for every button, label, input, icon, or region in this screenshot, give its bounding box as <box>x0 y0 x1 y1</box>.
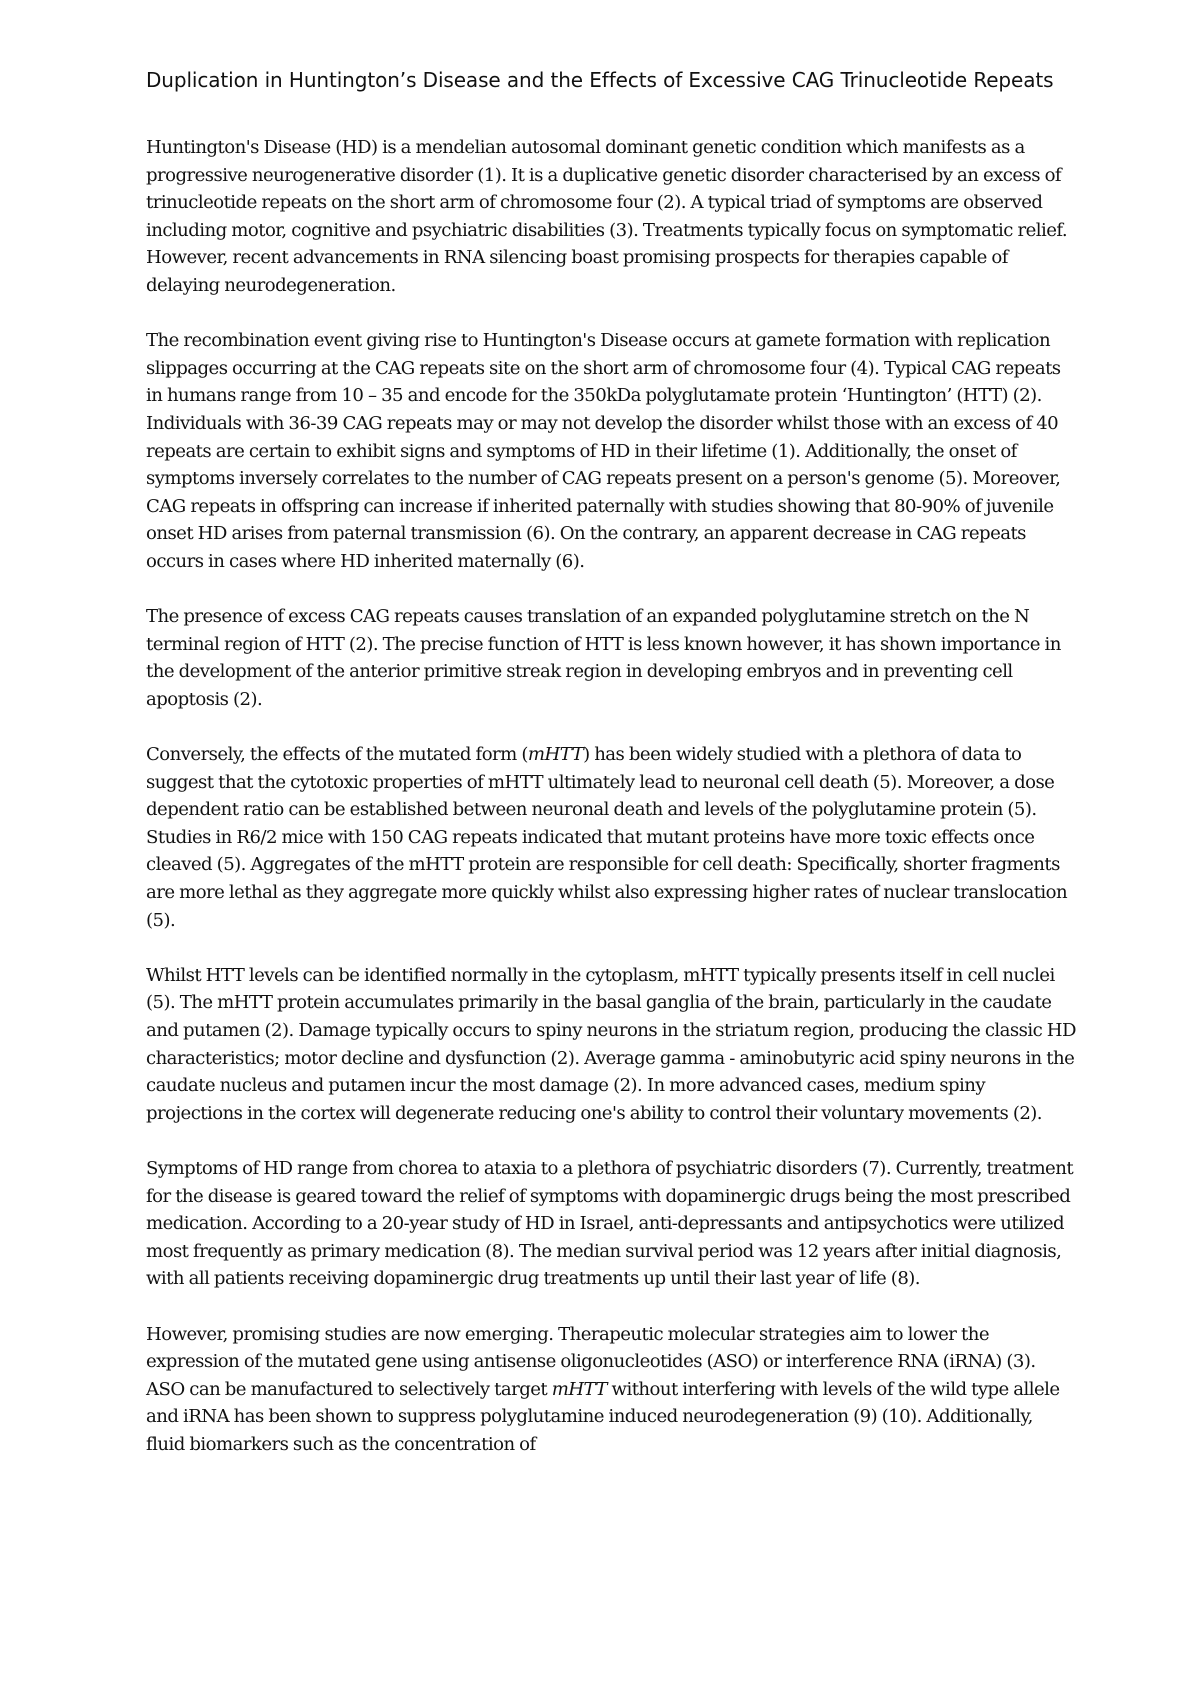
paragraph-text: The presence of excess CAG repeats causes translation of an expanded polyglutamine stretch on the N terminal region of HTT (2). The precise function of HTT is less known however, it has shown importance in the development of the anterior primitive streak region in developing embryos and in preventing cell apoptosis (2). <box>146 606 1061 710</box>
paragraph-text: Conversely, the effects of the mutated form ( <box>146 744 528 766</box>
body-paragraph <box>146 327 1076 575</box>
paragraph-text: However, promising studies are now emerging. Therapeutic molecular strategies aim to lower the expression of the mutated gene using antisense oligonucleotides (ASO) or interference RNA (iRNA) (3). ASO can be manufactured to selectively target <box>146 1323 1036 1400</box>
paragraph-text: Symptoms of HD range from chorea to ataxia to a plethora of psychiatric disorders (7). Currently, treatment for the disease is geared toward the relief of symptoms with dopaminergic drugs being the most prescribed medication. According to a 20-year study of HD in Israel, anti-depressants and antipsychotics were utilized most frequently as primary medication (8). The median survival period was 12 years after initial diagnosis, with all patients receiving dopaminergic drug treatments up until their last year of life (8). <box>146 1157 1074 1290</box>
body-paragraph <box>146 1155 1076 1293</box>
body-paragraph <box>146 1321 1076 1459</box>
italic-term: mHTT <box>527 744 584 766</box>
document-title: Duplication in Huntington’s Disease and the Effects of Excessive CAG Trinucleotide Repeats <box>146 68 1054 92</box>
italic-term: mHTT <box>551 1378 607 1400</box>
paragraph-text: Huntington's Disease (HD) is a mendelian autosomal dominant genetic condition which manifests as a progressive neurogenerative disorder (1). It is a duplicative genetic disorder characterised by an excess of trinucleotide repeats on the short arm of chromosome four (2). A typical triad of symptoms are observed including motor, cognitive and psychiatric disabilities (3). Treatments typically focus on symptomatic relief. However, recent advancements in RNA silencing boast promising prospects for therapies capable of delaying neurodegeneration. <box>146 137 1068 296</box>
body-paragraph <box>146 134 1076 300</box>
body-paragraph <box>146 962 1076 1128</box>
paragraph-text: The recombination event giving rise to Huntington's Disease occurs at gamete formation with replication slippages occurring at the CAG repeats site on the short arm of chromosome four (4). Typical CAG repeats in humans range from 10 – 35 and encode for the 350kDa polyglutamate protein ‘Huntington’ (HTT) (2). Individuals with 36-39 CAG repeats may or may not develop the disorder whilst those with an excess of 40 repeats are certain to exhibit signs and symptoms of HD in their lifetime (1). Additionally, the onset of symptoms inversely correlates to the number of CAG repeats present on a person's genome (5). Moreover, CAG repeats in offspring can increase if inherited paternally with studies showing that 80-90% of juvenile onset HD arises from paternal transmission (6). On the contrary, an apparent decrease in CAG repeats occurs in cases where HD inherited maternally (6). <box>146 330 1061 572</box>
document-body <box>146 134 1076 1459</box>
paragraph-text: without interfering with levels of the wild type allele and iRNA has been shown to suppress polyglutamine induced neurodegeneration (9) (10). Additionally, fluid biomarkers such as the concentration of <box>146 1378 1060 1455</box>
paragraph-text: Whilst HTT levels can be identified normally in the cytoplasm, mHTT typically presents itself in cell nuclei (5). The mHTT protein accumulates primarily in the basal ganglia of the brain, particularly in the caudate and putamen (2). Damage typically occurs to spiny neurons in the striatum region, producing the classic HD characteristics; motor decline and dysfunction (2). Average gamma - aminobutyric acid spiny neurons in the caudate nucleus and putamen incur the most damage (2). In more advanced cases, medium spiny projections in the cortex will degenerate reducing one's ability to control their voluntary movements (2). <box>146 964 1076 1124</box>
paragraph-text: ) has been widely studied with a plethora of data to suggest that the cytotoxic properties of mHTT ultimately lead to neuronal cell death (5). Moreover, a dose dependent ratio can be established between neuronal death and levels of the polyglutamine protein (5). Studies in R6/2 mice with 150 CAG repeats indicated that mutant proteins have more toxic effects once cleaved (5). Aggregates of the mHTT protein are responsible for cell death: Specifically, shorter fragments are more lethal as they aggregate more quickly whilst also expressing higher rates of nuclear translocation (5). <box>146 744 1068 931</box>
body-paragraph <box>146 741 1076 934</box>
body-paragraph <box>146 603 1076 713</box>
document-page <box>146 66 1076 1486</box>
